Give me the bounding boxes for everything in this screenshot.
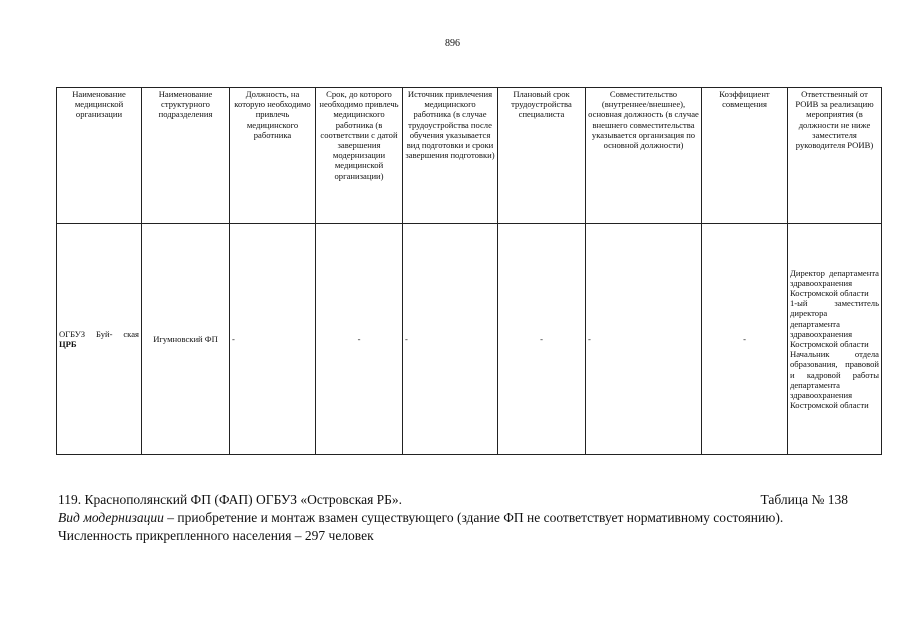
cell-combination: -: [586, 224, 702, 455]
cell-unit: Игумновский ФП: [142, 224, 230, 455]
cell-coefficient: -: [702, 224, 788, 455]
header-coefficient: Коэффициент совмещения: [702, 88, 788, 224]
staffing-table: [56, 87, 882, 455]
responsible-line: Начальник отдела образования, правовой и кадровой работы департамента здравоохранения Костромской области: [790, 349, 879, 411]
header-responsible: Ответственный от РОИВ за реализацию мероприятия (в должности не ниже заместителя руководителя РОИВ): [788, 88, 882, 224]
cell-deadline: -: [316, 224, 403, 455]
header-org: Наименование медицинской организации: [57, 88, 142, 224]
cell-position: -: [230, 224, 316, 455]
modernization-label: Вид модернизации: [58, 510, 164, 525]
cell-org: [57, 224, 142, 455]
table-header-row: [57, 88, 882, 224]
org-name-suffix: ская: [123, 328, 139, 339]
org-name-prefix: ОГБУЗ Буй-: [59, 328, 113, 339]
header-source: Источник привлечения медицинского работника (в случае трудоустройства после обучения указывается вид подготовки и сроки завершения подготовки): [403, 88, 498, 224]
cell-planned-date: -: [498, 224, 586, 455]
population-paragraph: Численность прикрепленного населения – 297 человек: [58, 528, 374, 543]
section-text: [58, 491, 848, 545]
cell-responsible: [788, 224, 882, 455]
table-row: [57, 224, 882, 455]
section-heading: [58, 491, 848, 509]
section-title: 119. Краснополянский ФП (ФАП) ОГБУЗ «Островская РБ».: [58, 492, 403, 507]
modernization-text: – приобретение и монтаж взамен существующего (здание ФП не соответствует нормативному состоянию).: [163, 510, 784, 525]
header-planned-date: Плановый срок трудоустройства специалиста: [498, 88, 586, 224]
header-combination: Совместительство (внутреннее/внешнее), основная должность (в случае внешнего совместительства указывается организация по основной должности): [586, 88, 702, 224]
page-number: 896: [445, 38, 460, 49]
org-name-bold: ЦРБ: [59, 339, 77, 349]
table-number: Таблица № 138: [760, 492, 848, 507]
responsible-line: 1-ый заместитель директора департамента здравоохранения Костромской области: [790, 298, 879, 349]
header-position: Должность, на которую необходимо привлечь медицинского работника: [230, 88, 316, 224]
header-unit: Наименование структурного подразделения: [142, 88, 230, 224]
header-deadline: Срок, до которого необходимо привлечь медицинского работника (в соответствии с датой завершения модернизации медицинской организации): [316, 88, 403, 224]
cell-source: -: [403, 224, 498, 455]
responsible-line: Директор департамента здравоохранения Костромской области: [790, 267, 879, 298]
modernization-paragraph: [58, 509, 848, 527]
